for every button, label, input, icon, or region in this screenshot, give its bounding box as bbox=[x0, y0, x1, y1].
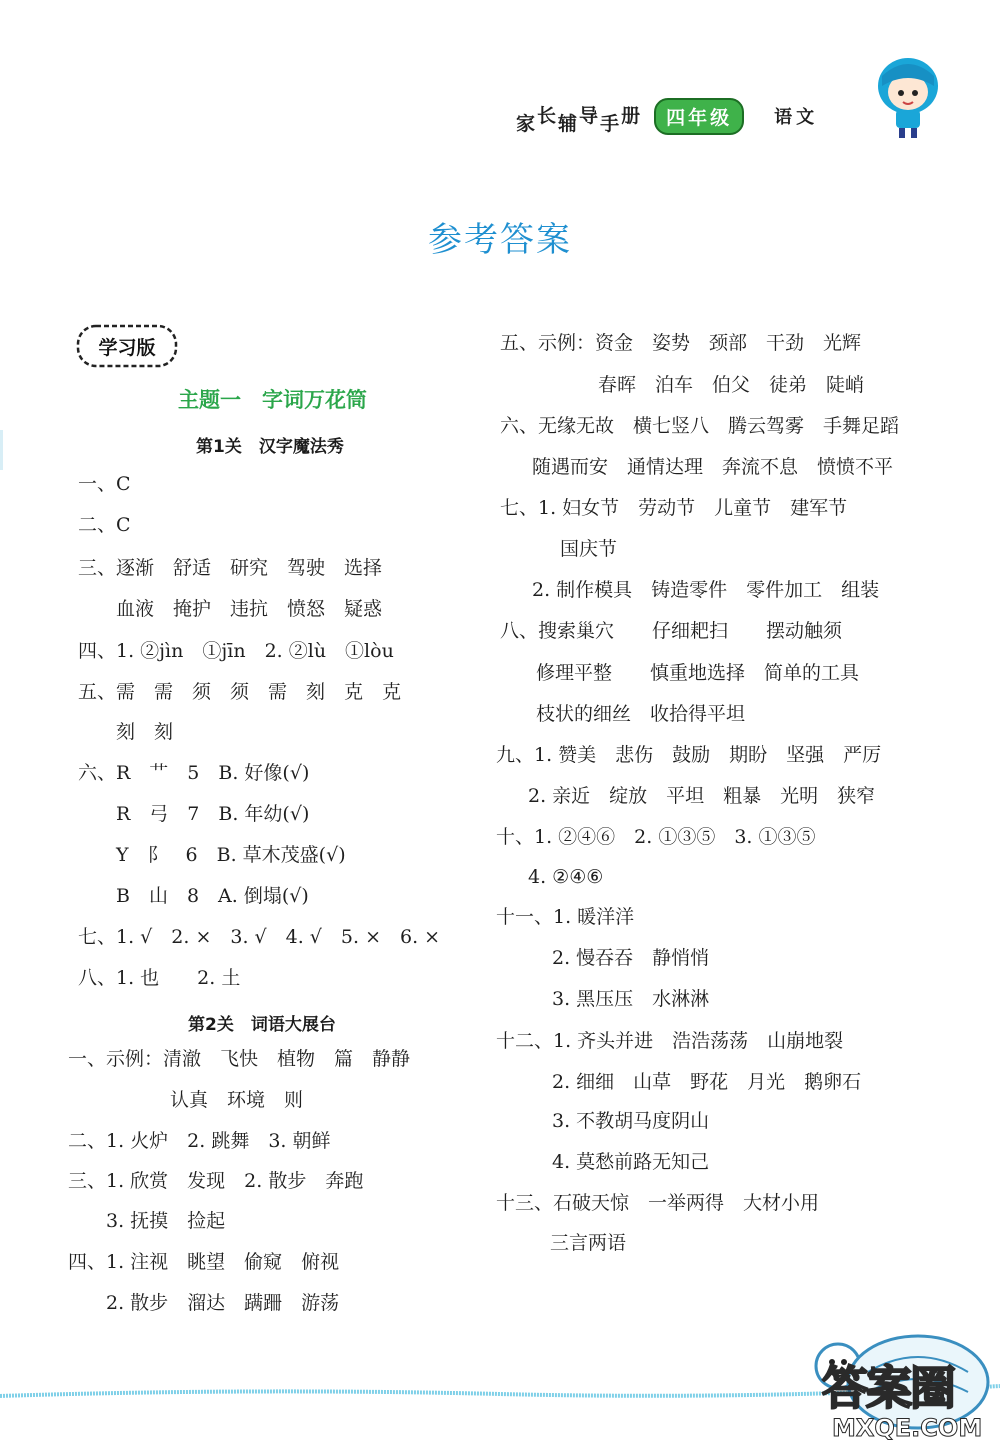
header-char: 长 bbox=[537, 104, 559, 127]
answer-line: 国庆节 bbox=[560, 538, 618, 560]
section-heading-2: 第2关 词语大展台 bbox=[188, 1015, 336, 1035]
answer-line: 十二、1. 齐头并进 浩浩荡荡 山崩地裂 bbox=[496, 1030, 844, 1052]
watermark-main: 答案圈 bbox=[822, 1361, 954, 1415]
header-char: 手 bbox=[600, 112, 622, 135]
answer-line: 3. 黑压压 水淋淋 bbox=[552, 988, 710, 1010]
theme-heading: 主题一 字词万花筒 bbox=[178, 388, 367, 412]
answer-line: 刻 刻 bbox=[116, 721, 174, 743]
cartoon-girl-icon bbox=[872, 56, 944, 142]
answer-line: 3. 不教胡马度阴山 bbox=[552, 1110, 710, 1132]
answer-line: 修理平整 慎重地选择 简单的工具 bbox=[536, 662, 860, 684]
answer-line: 2. 亲近 绽放 平坦 粗暴 光明 狭窄 bbox=[528, 785, 876, 807]
answer-line: 2. 散步 溜达 蹒跚 游荡 bbox=[106, 1292, 340, 1314]
answer-line: 枝状的细丝 收拾得平坦 bbox=[536, 703, 746, 725]
header-char: 辅 bbox=[558, 112, 580, 135]
answer-line: R 弓 7 B. 年幼(√) bbox=[116, 803, 310, 825]
answer-line: 九、1. 赞美 悲伤 鼓励 期盼 坚强 严厉 bbox=[496, 744, 882, 766]
answer-line: 一、C bbox=[78, 473, 131, 495]
header-char: 导 bbox=[579, 104, 601, 127]
answer-line: 血液 掩护 违抗 愤怒 疑惑 bbox=[116, 598, 383, 620]
answer-line: 四、1. 注视 眺望 偷窥 俯视 bbox=[68, 1251, 340, 1273]
answer-line: 二、C bbox=[78, 514, 131, 536]
watermark-url: MXQE.COM bbox=[832, 1414, 983, 1442]
page-title: 参考答案 bbox=[428, 220, 572, 260]
answer-line: 2. 细细 山草 野花 月光 鹅卵石 bbox=[552, 1071, 862, 1093]
answer-line: 十、1. ②④⑥ 2. ①③⑤ 3. ①③⑤ bbox=[496, 826, 816, 848]
subject-label: 语文 bbox=[774, 107, 819, 128]
margin-mark bbox=[0, 430, 3, 470]
answer-line: 一、示例：清澈 飞快 植物 篇 静静 bbox=[68, 1048, 411, 1070]
answer-line: 七、1. 妇女节 劳动节 儿童节 建军节 bbox=[500, 497, 848, 519]
header-char: 家 bbox=[516, 112, 538, 135]
answer-line: 八、1. 也 2. 土 bbox=[78, 967, 241, 989]
study-edition-badge: 学习版 bbox=[98, 337, 156, 359]
answer-line: 3. 抚摸 捡起 bbox=[106, 1210, 226, 1232]
answer-line: 五、需 需 须 须 需 刻 克 克 bbox=[78, 681, 402, 703]
answer-line: 五、示例：资金 姿势 颈部 干劲 光辉 bbox=[500, 332, 862, 354]
answer-line: 认真 环境 则 bbox=[170, 1089, 304, 1111]
answer-line: 2. 制作模具 铸造零件 零件加工 组装 bbox=[532, 579, 880, 601]
answer-line: B 山 8 A. 倒塌(√) bbox=[116, 885, 309, 907]
section-heading-1: 第1关 汉字魔法秀 bbox=[196, 437, 344, 457]
header-char: 册 bbox=[621, 104, 643, 127]
answer-line: 2. 慢吞吞 静悄悄 bbox=[552, 947, 710, 969]
answer-line: 十一、1. 暖洋洋 bbox=[496, 906, 635, 928]
answer-line: 七、1. √ 2. × 3. √ 4. √ 5. × 6. × bbox=[78, 926, 441, 948]
answer-line: 二、1. 火炉 2. 跳舞 3. 朝鲜 bbox=[68, 1130, 331, 1152]
answer-line: 三、1. 欣赏 发现 2. 散步 奔跑 bbox=[68, 1170, 364, 1192]
grade-badge: 四年级 bbox=[654, 98, 744, 135]
header-book-title bbox=[516, 103, 643, 135]
answer-line: 4. ②④⑥ bbox=[528, 866, 604, 888]
answer-line: 春晖 泊车 伯父 徒弟 陡峭 bbox=[598, 374, 865, 396]
answer-line: 六、无缘无故 横七竖八 腾云驾雾 手舞足蹈 bbox=[500, 415, 900, 437]
answer-line: Y 阝 6 B. 草木茂盛(√) bbox=[116, 844, 346, 866]
answer-line: 三、逐渐 舒适 研究 驾驶 选择 bbox=[78, 557, 383, 579]
answer-line: 六、R 艹 5 B. 好像(√) bbox=[78, 762, 310, 784]
answer-line: 4. 莫愁前路无知己 bbox=[552, 1151, 710, 1173]
answer-line: 十三、石破天惊 一举两得 大材小用 bbox=[496, 1192, 820, 1214]
answer-line: 三言两语 bbox=[550, 1232, 627, 1254]
answer-line: 随遇而安 通情达理 奔流不息 愤愤不平 bbox=[532, 456, 894, 478]
answer-line: 四、1. ②jìn ①jīn 2. ②lù ①lòu bbox=[78, 640, 394, 662]
page-header bbox=[516, 96, 818, 136]
answer-line: 八、搜索巢穴 仔细耙扫 摆动触须 bbox=[500, 620, 843, 642]
